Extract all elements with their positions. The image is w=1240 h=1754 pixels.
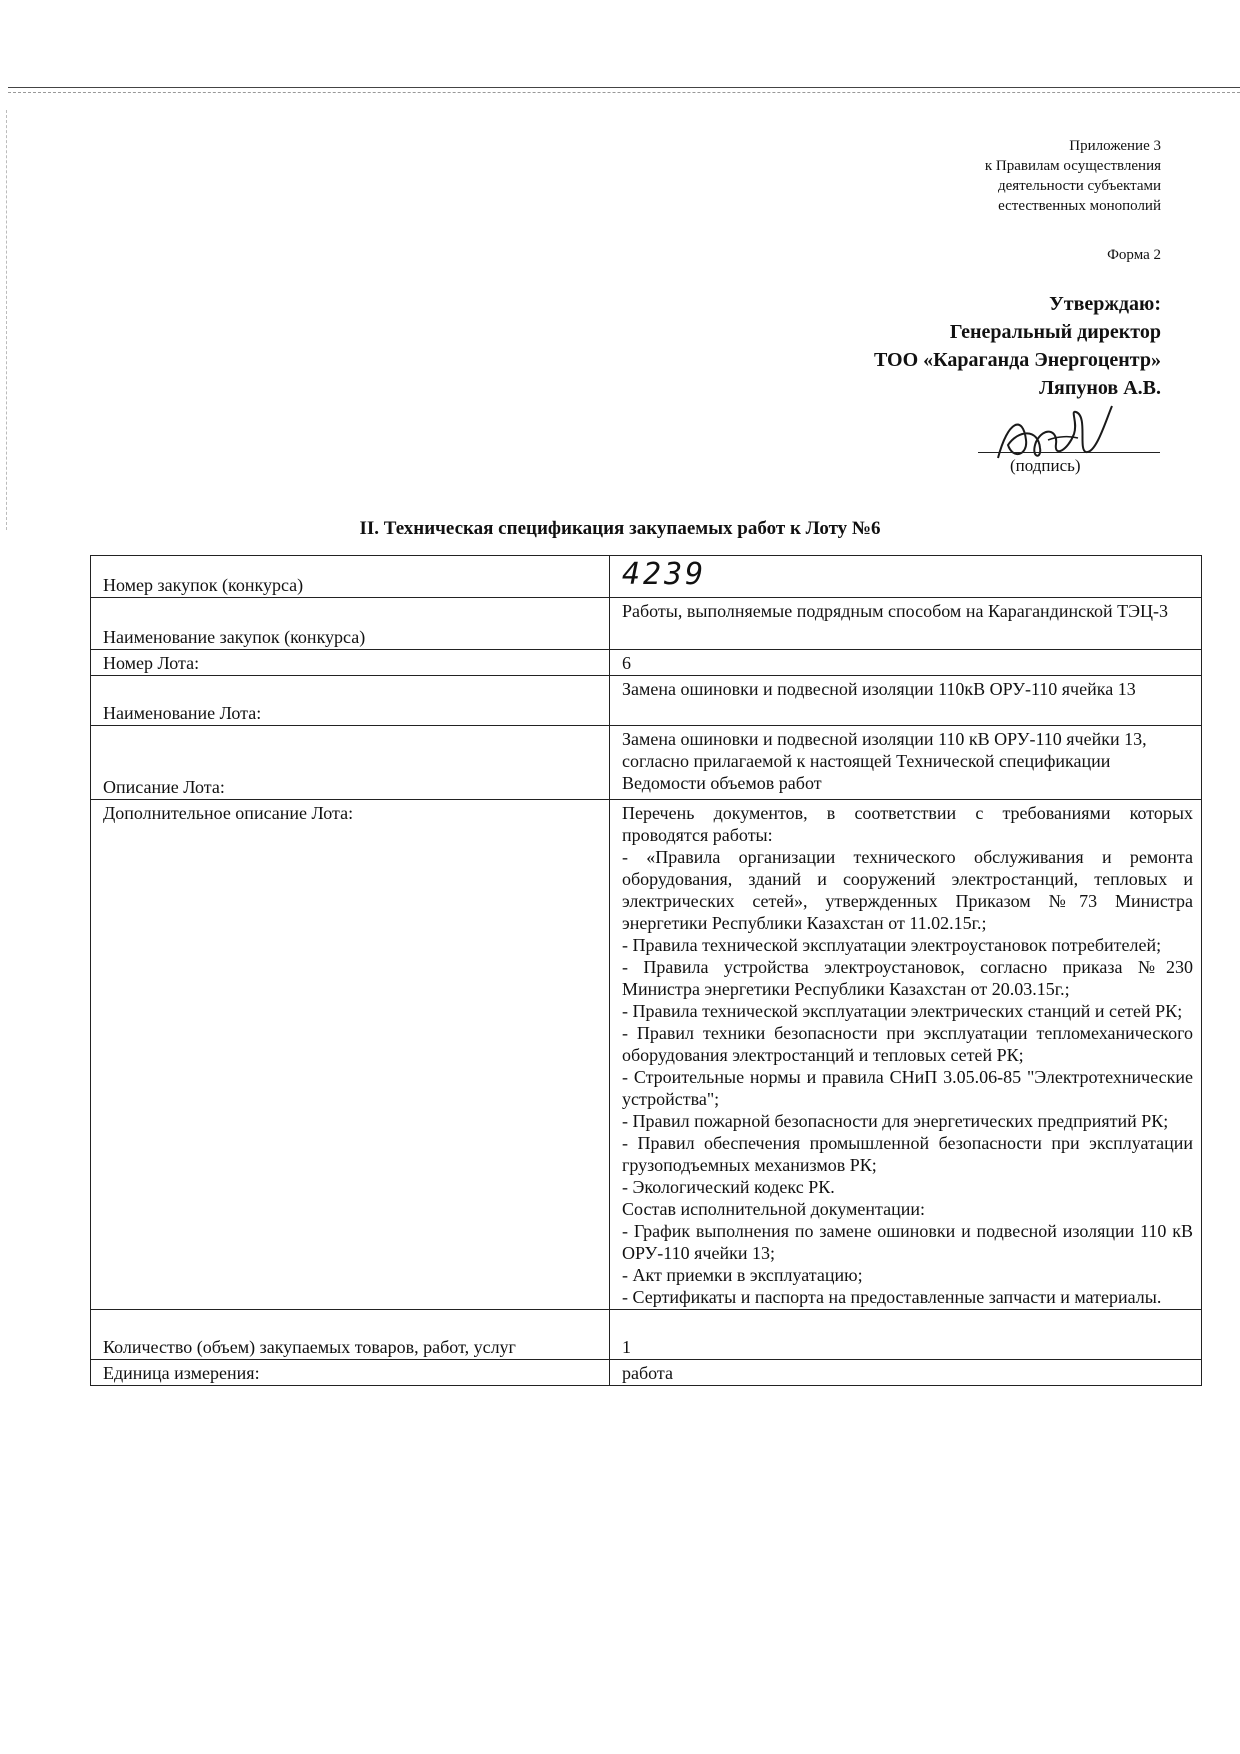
form-number: Форма 2 [1107, 247, 1161, 263]
doc-list-item: - Строительные нормы и правила СНиП 3.05.06-85 "Электротехнические устройства"; [622, 1067, 1193, 1109]
doc-list-item: - Правил техники безопасности при эксплуатации тепломеханического оборудования электростанций и тепловых сетей РК; [622, 1023, 1193, 1065]
document-title: II. Техническая спецификация закупаемых работ к Лоту №6 [359, 518, 881, 539]
row-label: Дополнительное описание Лота: [91, 800, 610, 1310]
row-value: 1 [610, 1310, 1202, 1360]
doc-list-heading: Состав исполнительной документации: [622, 1199, 925, 1219]
additional-description [610, 800, 1202, 1310]
table-row [91, 726, 1202, 800]
row-label: Номер Лота: [91, 650, 610, 676]
row-label: Номер закупок (конкурса) [91, 556, 610, 598]
doc-list-item: - Акт приемки в эксплуатацию; [622, 1265, 863, 1285]
doc-list-item: - «Правила организации технического обслуживания и ремонта оборудования, зданий и сооружений электростанций, тепловых и электрических сетей», утвержденных Приказом №73 Министра энергетики Республики Казахстан от 11.02.15г.; [622, 847, 1193, 933]
row-value: работа [610, 1360, 1202, 1386]
table-row [91, 650, 1202, 676]
appendix-line: естественных монополий [998, 198, 1161, 214]
table-row [91, 598, 1202, 650]
row-value: Работы, выполняемые подрядным способом на Карагандинской ТЭЦ-3 [610, 598, 1202, 650]
specification-table [90, 555, 1202, 1386]
row-value: Замена ошиновки и подвесной изоляции 110 кВ ОРУ-110 ячейки 13, согласно прилагаемой к настоящей Технической спецификации Ведомости объемов работ [610, 726, 1202, 800]
appendix-line: к Правилам осуществления [984, 158, 1161, 174]
row-value: Замена ошиновки и подвесной изоляции 110кВ ОРУ-110 ячейка 13 [610, 676, 1202, 726]
appendix-line [985, 156, 1161, 176]
row-label: Описание Лота: [91, 726, 610, 800]
doc-list-item: - Правила устройства электроустановок, согласно приказа №230 Министра энергетики Республики Казахстан от 20.03.15г.; [622, 957, 1193, 999]
row-label: Единица измерения: [91, 1360, 610, 1386]
purchase-number-handwritten [610, 556, 1202, 598]
approval-line: Генеральный директор [949, 321, 1161, 343]
table-row [91, 556, 1202, 598]
doc-list-item: - Правила технической эксплуатации электроустановок потребителей; [622, 935, 1162, 955]
approval-line: Ляпунов А.В. [1039, 377, 1161, 399]
handwritten-number: 4239 [622, 557, 707, 592]
doc-list-item: - Сертификаты и паспорта на предоставленные запчасти и материалы. [622, 1287, 1162, 1307]
doc-list-item: - Правила технической эксплуатации электрических станций и сетей РК; [622, 1001, 1183, 1021]
row-label: Наименование Лота: [91, 676, 610, 726]
approval-block [874, 290, 1161, 402]
doc-list-item: - Правил обеспечения промышленной безопасности при эксплуатации грузоподъемных механизмов РК; [622, 1133, 1193, 1175]
approval-line: ТОО «Караганда Энергоцентр» [873, 349, 1161, 371]
table-row [91, 1360, 1202, 1386]
doc-list-item: - Экологический кодекс РК. [622, 1177, 835, 1197]
table-row [91, 1310, 1202, 1360]
scan-top-line [8, 87, 1240, 88]
row-label: Наименование закупок (конкурса) [91, 598, 610, 650]
scan-top-dashed-line [8, 92, 1240, 93]
table-row [91, 800, 1202, 1310]
row-label: Количество (объем) закупаемых товаров, работ, услуг [91, 1310, 610, 1360]
appendix-line: Приложение 3 [1069, 138, 1161, 154]
signature-line [978, 452, 1160, 453]
doc-list-item: - График выполнения по замене ошиновки и подвесной изоляции 110 кВ ОРУ-110 ячейки 13; [622, 1221, 1193, 1263]
appendix-line: деятельности субъектами [997, 178, 1161, 194]
row-value: 6 [610, 650, 1202, 676]
doc-list-item: Перечень документов, в соответствии с требованиями которых проводятся работы: [622, 803, 1193, 845]
doc-list-item: - Правил пожарной безопасности для энергетических предприятий РК; [622, 1111, 1169, 1131]
table-row [91, 676, 1202, 726]
signature-caption: (подпись) [1010, 456, 1081, 475]
scan-left-margin-marks [6, 110, 11, 530]
appendix-header [985, 136, 1161, 216]
approval-line: Утверждаю: [1049, 293, 1161, 315]
